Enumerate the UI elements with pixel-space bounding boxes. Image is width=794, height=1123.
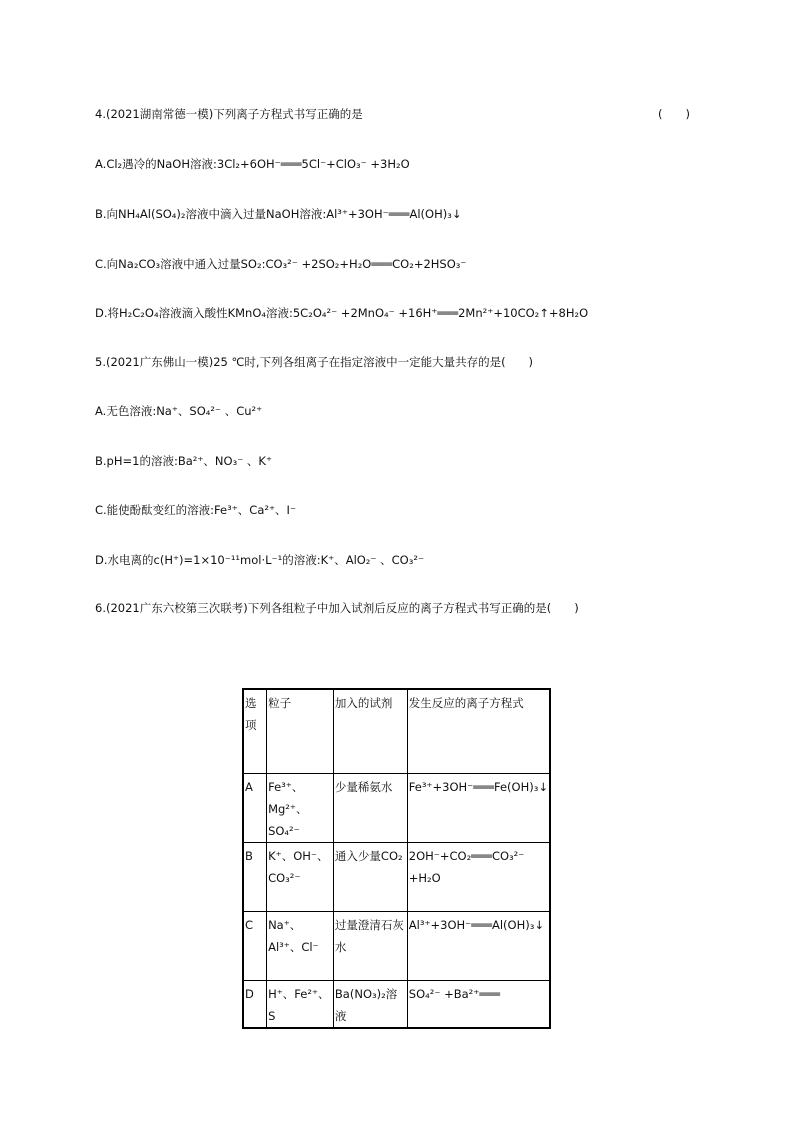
row-a-equation: Fe³⁺+3OH⁻═══Fe(OH)₃↓: [407, 773, 550, 842]
q4-answer-paren: ( ): [658, 107, 690, 121]
q6-stem: 6.(2021广东六校第三次联考)下列各组粒子中加入试剂后反应的离子方程式书写正确的是( ): [95, 601, 579, 615]
q5-option-c: C.能使酚酞变红的溶液:Fe³⁺、Ca²⁺、I⁻: [95, 503, 297, 517]
row-d-equation: SO₄²⁻ +Ba²⁺═══: [407, 980, 550, 1028]
q5-option-b: B.pH=1的溶液:Ba²⁺、NO₃⁻ 、K⁺: [95, 454, 273, 468]
options-table: [242, 688, 551, 1029]
q4-option-c: C.向Na₂CO₃溶液中通入过量SO₂:CO₃²⁻ +2SO₂+H₂O═══CO₂+2HSO₃⁻: [95, 257, 467, 271]
table-row: [243, 842, 550, 911]
q4-option-d: D.将H₂C₂O₄溶液滴入酸性KMnO₄溶液:5C₂O₄²⁻ +2MnO₄⁻ +16H⁺═══2Mn²⁺+10CO₂↑+8H₂O: [95, 306, 589, 320]
row-a-reagent: 少量稀氨水: [333, 773, 407, 842]
row-a-option: A: [243, 773, 267, 842]
row-d-particles: H⁺、Fe²⁺、S: [267, 980, 334, 1028]
q5-option-d: D.水电离的c(H⁺)=1×10⁻¹¹mol·L⁻¹的溶液:K⁺、AlO₂⁻ 、CO₃²⁻: [95, 553, 425, 567]
header-option: 选项: [243, 689, 267, 773]
row-c-option: C: [243, 911, 267, 980]
header-equation: 发生反应的离子方程式: [407, 689, 550, 773]
row-c-particles: Na⁺、Al³⁺、Cl⁻: [267, 911, 334, 980]
row-b-reagent: 通入少量CO₂: [333, 842, 407, 911]
q4-option-b: B.向NH₄Al(SO₄)₂溶液中滴入过量NaOH溶液:Al³⁺+3OH⁻═══Al(OH)₃↓: [95, 207, 462, 221]
table-header-row: [243, 689, 550, 773]
table-row: [243, 911, 550, 980]
table-row: [243, 980, 550, 1028]
row-d-reagent: Ba(NO₃)₂溶液: [333, 980, 407, 1028]
q4-stem: 4.(2021湖南常德一模)下列离子方程式书写正确的是: [95, 107, 363, 121]
row-b-equation: 2OH⁻+CO₂═══CO₃²⁻ +H₂O: [407, 842, 550, 911]
q5-stem: 5.(2021广东佛山一模)25 ℃时,下列各组离子在指定溶液中一定能大量共存的是( ): [95, 355, 534, 369]
row-b-particles: K⁺、OH⁻、CO₃²⁻: [267, 842, 334, 911]
row-b-option: B: [243, 842, 267, 911]
q4-option-a: A.Cl₂遇冷的NaOH溶液:3Cl₂+6OH⁻═══5Cl⁻+ClO₃⁻ +3H₂O: [95, 157, 410, 171]
row-c-reagent: 过量澄清石灰水: [333, 911, 407, 980]
row-c-equation: Al³⁺+3OH⁻═══Al(OH)₃↓: [407, 911, 550, 980]
header-reagent: 加入的试剂: [333, 689, 407, 773]
row-a-particles: Fe³⁺、Mg²⁺、SO₄²⁻: [267, 773, 334, 842]
q5-option-a: A.无色溶液:Na⁺、SO₄²⁻ 、Cu²⁺: [95, 404, 263, 418]
row-d-option: D: [243, 980, 267, 1028]
table-row: [243, 773, 550, 842]
header-particles: 粒子: [267, 689, 334, 773]
